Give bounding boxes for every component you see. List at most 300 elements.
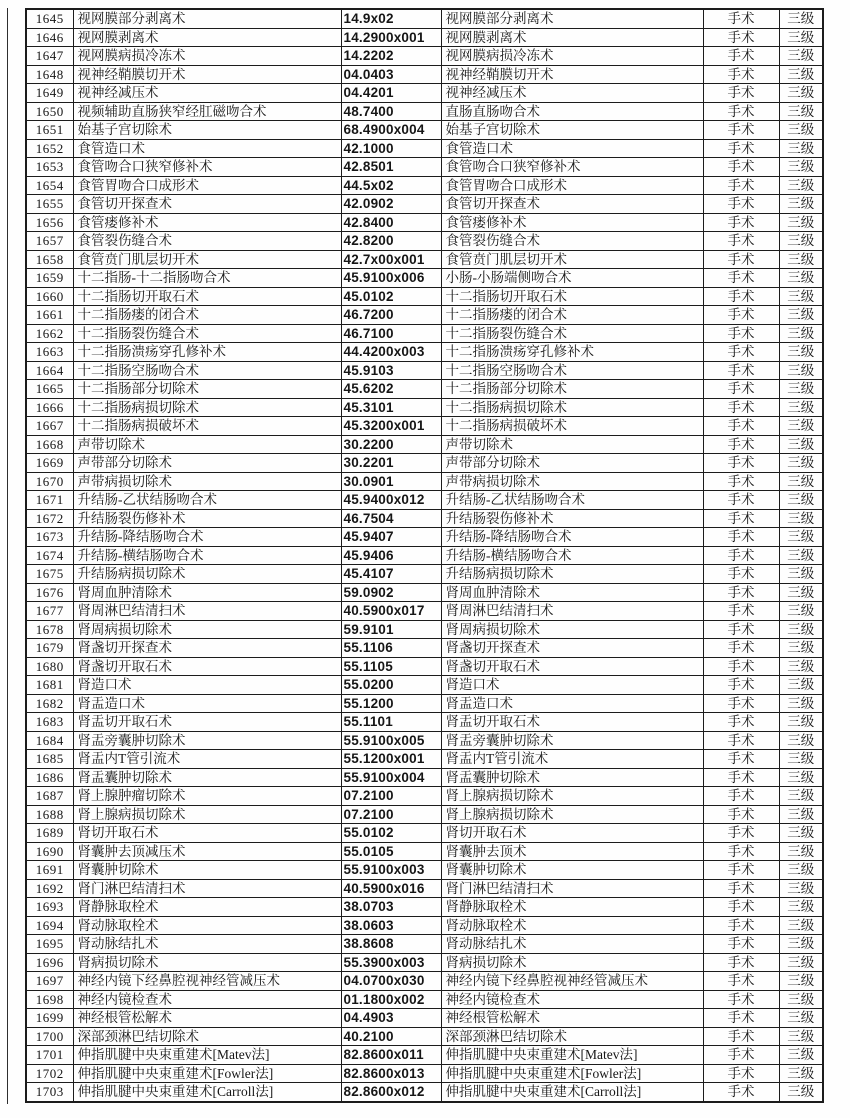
row-number-cell: 1692 [26,879,73,898]
table-row [26,509,823,528]
procedure-name-cell: 食管瘘修补术 [73,213,341,232]
table-row [26,657,823,676]
procedure-code-cell: 38.0703 [341,898,441,917]
category-cell: 手术 [703,916,779,935]
standard-name-cell: 升结肠-降结肠吻合术 [441,528,703,547]
procedure-code-cell: 82.8600x013 [341,1064,441,1083]
row-number-cell: 1657 [26,232,73,251]
standard-name-cell: 肾囊肿去顶术 [441,842,703,861]
table-row [26,842,823,861]
procedure-name-cell: 十二指肠部分切除术 [73,380,341,399]
procedure-code-cell: 01.1800x002 [341,990,441,1009]
row-number-cell: 1690 [26,842,73,861]
row-number-cell: 1647 [26,47,73,66]
row-number-cell: 1677 [26,602,73,621]
table-row [26,417,823,436]
level-cell: 三级 [779,657,823,676]
category-cell: 手术 [703,509,779,528]
procedure-name-cell: 食管胃吻合口成形术 [73,176,341,195]
table-row [26,750,823,769]
level-cell: 三级 [779,842,823,861]
row-number-cell: 1689 [26,824,73,843]
procedure-code-cell: 55.9100x003 [341,861,441,880]
category-cell: 手术 [703,417,779,436]
table-row [26,139,823,158]
category-cell: 手术 [703,842,779,861]
level-cell: 三级 [779,65,823,84]
standard-name-cell: 小肠-小肠端侧吻合术 [441,269,703,288]
procedure-name-cell: 深部颈淋巴结切除术 [73,1027,341,1046]
category-cell: 手术 [703,380,779,399]
table-row [26,768,823,787]
procedure-name-cell: 十二指肠-十二指肠吻合术 [73,269,341,288]
procedure-code-cell: 30.2201 [341,454,441,473]
standard-name-cell: 肾动脉取栓术 [441,916,703,935]
table-row [26,1027,823,1046]
procedure-code-cell: 45.4107 [341,565,441,584]
table-row [26,1046,823,1065]
standard-name-cell: 神经内镜下经鼻腔视神经管减压术 [441,972,703,991]
page-edge-line [7,8,8,1104]
category-cell: 手术 [703,306,779,325]
level-cell: 三级 [779,435,823,454]
procedure-name-cell: 肾动脉结扎术 [73,935,341,954]
procedure-code-cell: 46.7504 [341,509,441,528]
table-row [26,953,823,972]
row-number-cell: 1667 [26,417,73,436]
procedure-name-cell: 视网膜剥离术 [73,28,341,47]
procedure-name-cell: 声带切除术 [73,435,341,454]
standard-name-cell: 肾盏切开取石术 [441,657,703,676]
table-row [26,84,823,103]
procedure-code-cell: 30.0901 [341,472,441,491]
level-cell: 三级 [779,972,823,991]
table-row [26,731,823,750]
procedure-code-cell: 68.4900x004 [341,121,441,140]
level-cell: 三级 [779,472,823,491]
procedure-name-cell: 食管造口术 [73,139,341,158]
category-cell: 手术 [703,731,779,750]
row-number-cell: 1655 [26,195,73,214]
category-cell: 手术 [703,805,779,824]
standard-name-cell: 肾盏切开探查术 [441,639,703,658]
category-cell: 手术 [703,565,779,584]
procedure-name-cell: 肾盂旁囊肿切除术 [73,731,341,750]
category-cell: 手术 [703,324,779,343]
procedure-code-cell: 44.5x02 [341,176,441,195]
level-cell: 三级 [779,768,823,787]
table-row [26,398,823,417]
level-cell: 三级 [779,1009,823,1028]
procedure-code-cell: 55.9100x005 [341,731,441,750]
table-row [26,380,823,399]
level-cell: 三级 [779,158,823,177]
standard-name-cell: 视网膜部分剥离术 [441,9,703,28]
category-cell: 手术 [703,287,779,306]
category-cell: 手术 [703,602,779,621]
procedure-code-cell: 55.1101 [341,713,441,732]
row-number-cell: 1663 [26,343,73,362]
category-cell: 手术 [703,953,779,972]
row-number-cell: 1676 [26,583,73,602]
standard-name-cell: 食管吻合口狭窄修补术 [441,158,703,177]
procedure-code-cell: 07.2100 [341,805,441,824]
category-cell: 手术 [703,1046,779,1065]
procedure-name-cell: 神经内镜下经鼻腔视神经管减压术 [73,972,341,991]
category-cell: 手术 [703,454,779,473]
row-number-cell: 1668 [26,435,73,454]
level-cell: 三级 [779,898,823,917]
level-cell: 三级 [779,787,823,806]
category-cell: 手术 [703,657,779,676]
table-row [26,1009,823,1028]
level-cell: 三级 [779,639,823,658]
procedure-name-cell: 肾动脉取栓术 [73,916,341,935]
standard-name-cell: 视神经鞘膜切开术 [441,65,703,84]
category-cell: 手术 [703,232,779,251]
table-row [26,287,823,306]
level-cell: 三级 [779,195,823,214]
procedure-name-cell: 肾静脉取栓术 [73,898,341,917]
category-cell: 手术 [703,47,779,66]
row-number-cell: 1658 [26,250,73,269]
standard-name-cell: 声带部分切除术 [441,454,703,473]
table-row [26,713,823,732]
level-cell: 三级 [779,1083,823,1102]
standard-name-cell: 直肠直肠吻合术 [441,102,703,121]
procedure-name-cell: 肾上腺肿瘤切除术 [73,787,341,806]
procedure-code-cell: 55.0105 [341,842,441,861]
category-cell: 手术 [703,1083,779,1102]
procedure-code-cell: 42.1000 [341,139,441,158]
table-row [26,805,823,824]
row-number-cell: 1699 [26,1009,73,1028]
category-cell: 手术 [703,176,779,195]
category-cell: 手术 [703,879,779,898]
procedure-name-cell: 升结肠-横结肠吻合术 [73,546,341,565]
procedure-code-cell: 40.5900x017 [341,602,441,621]
row-number-cell: 1662 [26,324,73,343]
table-row [26,935,823,954]
procedure-code-cell: 48.7400 [341,102,441,121]
procedure-name-cell: 十二指肠切开取石术 [73,287,341,306]
procedure-code-cell: 07.2100 [341,787,441,806]
procedure-code-cell: 82.8600x012 [341,1083,441,1102]
row-number-cell: 1672 [26,509,73,528]
table-row [26,639,823,658]
table-row [26,990,823,1009]
standard-name-cell: 视神经减压术 [441,84,703,103]
standard-name-cell: 食管瘘修补术 [441,213,703,232]
level-cell: 三级 [779,102,823,121]
level-cell: 三级 [779,491,823,510]
standard-name-cell: 十二指肠空肠吻合术 [441,361,703,380]
procedure-name-cell: 十二指肠裂伤缝合术 [73,324,341,343]
category-cell: 手术 [703,195,779,214]
procedure-name-cell: 神经内镜检查术 [73,990,341,1009]
procedure-name-cell: 肾盂造口术 [73,694,341,713]
category-cell: 手术 [703,28,779,47]
procedure-code-cell: 45.0102 [341,287,441,306]
table-row [26,343,823,362]
category-cell: 手术 [703,639,779,658]
procedure-code-cell: 55.1200 [341,694,441,713]
level-cell: 三级 [779,324,823,343]
standard-name-cell: 十二指肠裂伤缝合术 [441,324,703,343]
category-cell: 手术 [703,491,779,510]
table-row [26,232,823,251]
category-cell: 手术 [703,768,779,787]
procedure-name-cell: 伸指肌腱中央束重建术[Carroll法] [73,1083,341,1102]
level-cell: 三级 [779,824,823,843]
row-number-cell: 1649 [26,84,73,103]
category-cell: 手术 [703,861,779,880]
table-row [26,694,823,713]
procedure-code-cell: 45.9407 [341,528,441,547]
standard-name-cell: 食管切开探查术 [441,195,703,214]
row-number-cell: 1688 [26,805,73,824]
procedure-name-cell: 伸指肌腱中央束重建术[Fowler法] [73,1064,341,1083]
procedure-name-cell: 肾盂切开取石术 [73,713,341,732]
standard-name-cell: 肾上腺病损切除术 [441,787,703,806]
category-cell: 手术 [703,121,779,140]
category-cell: 手术 [703,1064,779,1083]
level-cell: 三级 [779,139,823,158]
level-cell: 三级 [779,380,823,399]
level-cell: 三级 [779,1064,823,1083]
level-cell: 三级 [779,861,823,880]
category-cell: 手术 [703,472,779,491]
procedure-name-cell: 十二指肠病损切除术 [73,398,341,417]
standard-name-cell: 肾周血肿清除术 [441,583,703,602]
row-number-cell: 1674 [26,546,73,565]
procedure-name-cell: 肾切开取石术 [73,824,341,843]
level-cell: 三级 [779,602,823,621]
category-cell: 手术 [703,990,779,1009]
row-number-cell: 1652 [26,139,73,158]
category-cell: 手术 [703,398,779,417]
row-number-cell: 1698 [26,990,73,1009]
row-number-cell: 1670 [26,472,73,491]
row-number-cell: 1675 [26,565,73,584]
category-cell: 手术 [703,1027,779,1046]
row-number-cell: 1682 [26,694,73,713]
row-number-cell: 1681 [26,676,73,695]
standard-name-cell: 十二指肠切开取石术 [441,287,703,306]
procedure-code-cell: 82.8600x011 [341,1046,441,1065]
table-row [26,1064,823,1083]
standard-name-cell: 肾切开取石术 [441,824,703,843]
level-cell: 三级 [779,620,823,639]
row-number-cell: 1666 [26,398,73,417]
category-cell: 手术 [703,583,779,602]
table-row [26,491,823,510]
row-number-cell: 1656 [26,213,73,232]
level-cell: 三级 [779,287,823,306]
procedure-code-cell: 42.8200 [341,232,441,251]
table-row [26,676,823,695]
level-cell: 三级 [779,916,823,935]
procedure-code-cell: 04.0403 [341,65,441,84]
procedure-name-cell: 肾造口术 [73,676,341,695]
table-row [26,861,823,880]
procedure-code-cell: 45.9400x012 [341,491,441,510]
level-cell: 三级 [779,805,823,824]
standard-name-cell: 肾上腺病损切除术 [441,805,703,824]
table-row [26,472,823,491]
category-cell: 手术 [703,546,779,565]
row-number-cell: 1648 [26,65,73,84]
procedure-code-cell: 14.2202 [341,47,441,66]
table-row [26,583,823,602]
procedure-name-cell: 视神经减压术 [73,84,341,103]
standard-name-cell: 声带病损切除术 [441,472,703,491]
row-number-cell: 1693 [26,898,73,917]
procedure-name-cell: 升结肠病损切除术 [73,565,341,584]
procedure-code-cell: 46.7100 [341,324,441,343]
standard-name-cell: 深部颈淋巴结切除术 [441,1027,703,1046]
procedure-name-cell: 十二指肠溃疡穿孔修补术 [73,343,341,362]
standard-name-cell: 十二指肠溃疡穿孔修补术 [441,343,703,362]
procedure-name-cell: 始基子宫切除术 [73,121,341,140]
level-cell: 三级 [779,306,823,325]
row-number-cell: 1653 [26,158,73,177]
row-number-cell: 1703 [26,1083,73,1102]
category-cell: 手术 [703,787,779,806]
procedure-code-cell: 40.2100 [341,1027,441,1046]
level-cell: 三级 [779,528,823,547]
standard-name-cell: 肾病损切除术 [441,953,703,972]
category-cell: 手术 [703,972,779,991]
category-cell: 手术 [703,435,779,454]
category-cell: 手术 [703,139,779,158]
procedure-name-cell: 食管裂伤缝合术 [73,232,341,251]
level-cell: 三级 [779,565,823,584]
procedure-name-cell: 十二指肠空肠吻合术 [73,361,341,380]
procedure-name-cell: 视神经鞘膜切开术 [73,65,341,84]
standard-name-cell: 肾盂囊肿切除术 [441,768,703,787]
table-row [26,9,823,28]
standard-name-cell: 肾门淋巴结清扫术 [441,879,703,898]
table-row [26,879,823,898]
procedure-code-cell: 38.0603 [341,916,441,935]
procedure-table-body [26,9,823,1102]
row-number-cell: 1679 [26,639,73,658]
standard-name-cell: 肾囊肿切除术 [441,861,703,880]
procedure-name-cell: 视频辅助直肠狭窄经肛磁吻合术 [73,102,341,121]
table-row [26,213,823,232]
procedure-code-cell: 44.4200x003 [341,343,441,362]
category-cell: 手术 [703,213,779,232]
level-cell: 三级 [779,269,823,288]
table-row [26,158,823,177]
table-row [26,176,823,195]
procedure-code-cell: 55.9100x004 [341,768,441,787]
procedure-code-cell: 42.7x00x001 [341,250,441,269]
level-cell: 三级 [779,935,823,954]
row-number-cell: 1661 [26,306,73,325]
level-cell: 三级 [779,232,823,251]
category-cell: 手术 [703,824,779,843]
category-cell: 手术 [703,84,779,103]
standard-name-cell: 肾盂造口术 [441,694,703,713]
procedure-code-cell: 55.1200x001 [341,750,441,769]
table-row [26,787,823,806]
row-number-cell: 1671 [26,491,73,510]
row-number-cell: 1673 [26,528,73,547]
standard-name-cell: 肾动脉结扎术 [441,935,703,954]
row-number-cell: 1660 [26,287,73,306]
standard-name-cell: 肾静脉取栓术 [441,898,703,917]
row-number-cell: 1700 [26,1027,73,1046]
table-row [26,47,823,66]
category-cell: 手术 [703,250,779,269]
procedure-name-cell: 食管贲门肌层切开术 [73,250,341,269]
procedure-code-cell: 45.3200x001 [341,417,441,436]
procedure-name-cell: 升结肠-降结肠吻合术 [73,528,341,547]
table-row [26,361,823,380]
row-number-cell: 1702 [26,1064,73,1083]
category-cell: 手术 [703,361,779,380]
table-row [26,602,823,621]
procedure-name-cell: 伸指肌腱中央束重建术[Matev法] [73,1046,341,1065]
standard-name-cell: 伸指肌腱中央束重建术[Fowler法] [441,1064,703,1083]
procedure-name-cell: 肾盏切开探查术 [73,639,341,658]
row-number-cell: 1664 [26,361,73,380]
table-row [26,28,823,47]
row-number-cell: 1684 [26,731,73,750]
table-row [26,824,823,843]
category-cell: 手术 [703,102,779,121]
procedure-name-cell: 肾周血肿清除术 [73,583,341,602]
procedure-name-cell: 肾门淋巴结清扫术 [73,879,341,898]
category-cell: 手术 [703,620,779,639]
procedure-name-cell: 肾盂内T管引流术 [73,750,341,769]
procedure-code-cell: 42.0902 [341,195,441,214]
procedure-code-cell: 59.9101 [341,620,441,639]
row-number-cell: 1686 [26,768,73,787]
table-row [26,306,823,325]
row-number-cell: 1687 [26,787,73,806]
level-cell: 三级 [779,990,823,1009]
standard-name-cell: 神经根管松解术 [441,1009,703,1028]
procedure-name-cell: 肾上腺病损切除术 [73,805,341,824]
level-cell: 三级 [779,713,823,732]
row-number-cell: 1695 [26,935,73,954]
procedure-code-cell: 55.3900x003 [341,953,441,972]
level-cell: 三级 [779,731,823,750]
procedure-code-cell: 42.8501 [341,158,441,177]
procedure-name-cell: 肾周淋巴结清扫术 [73,602,341,621]
procedure-name-cell: 十二指肠病损破坏术 [73,417,341,436]
procedure-code-cell: 55.1106 [341,639,441,658]
category-cell: 手术 [703,269,779,288]
standard-name-cell: 食管造口术 [441,139,703,158]
level-cell: 三级 [779,953,823,972]
surgical-procedure-table [25,8,824,1103]
standard-name-cell: 食管胃吻合口成形术 [441,176,703,195]
procedure-name-cell: 视网膜部分剥离术 [73,9,341,28]
level-cell: 三级 [779,9,823,28]
standard-name-cell: 肾盂旁囊肿切除术 [441,731,703,750]
standard-name-cell: 肾周病损切除术 [441,620,703,639]
standard-name-cell: 肾盂内T管引流术 [441,750,703,769]
category-cell: 手术 [703,65,779,84]
table-row [26,102,823,121]
category-cell: 手术 [703,713,779,732]
level-cell: 三级 [779,1046,823,1065]
level-cell: 三级 [779,398,823,417]
